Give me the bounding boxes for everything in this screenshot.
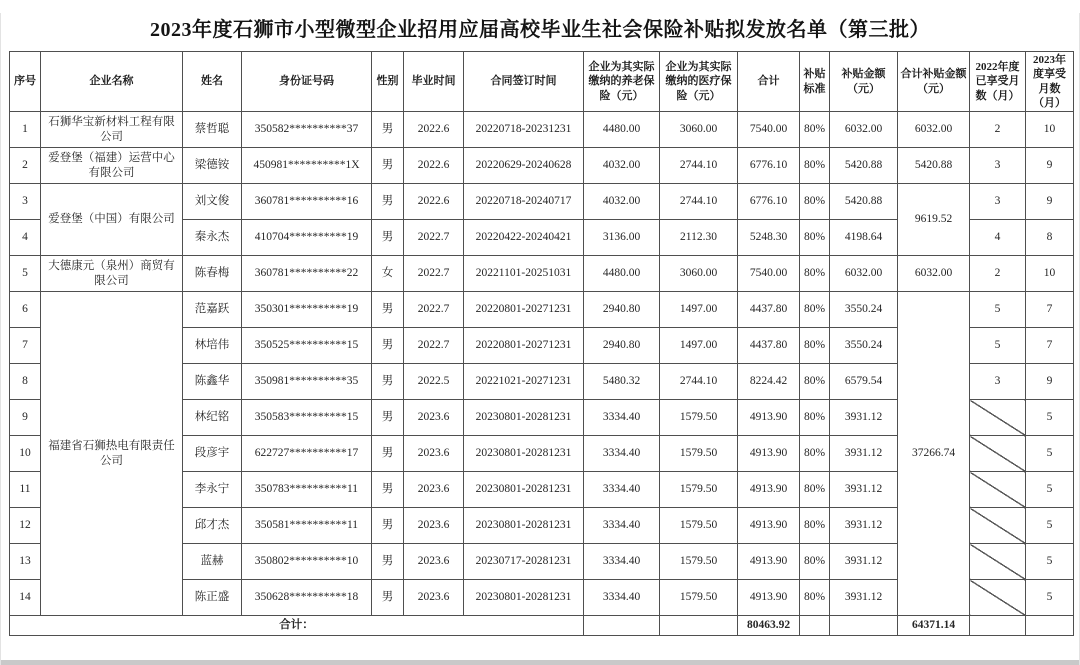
cell-rate: 80% <box>800 580 830 616</box>
cell-pension: 5480.32 <box>584 364 660 400</box>
cell-grad: 2023.6 <box>404 544 464 580</box>
cell-sex: 男 <box>372 328 404 364</box>
cell-id: 360781**********16 <box>242 184 372 220</box>
cell-contract: 20220422-20240421 <box>464 220 584 256</box>
cell-rate: 80% <box>800 544 830 580</box>
cell-m23: 5 <box>1026 472 1074 508</box>
cell-rate: 80% <box>800 364 830 400</box>
page-title: 2023年度石狮市小型微型企业招用应届高校毕业生社会保险补贴拟发放名单（第三批） <box>150 19 930 41</box>
cell-name: 李永宁 <box>183 472 242 508</box>
table-row <box>10 292 1074 328</box>
cell-name: 邱才杰 <box>183 508 242 544</box>
cell-company: 石狮华宝新材料工程有限公司 <box>41 112 183 148</box>
diagonal-slash-cell <box>970 508 1026 544</box>
cell-rate: 80% <box>800 472 830 508</box>
cell-amount: 6032.00 <box>830 112 898 148</box>
cell-pension: 3334.40 <box>584 508 660 544</box>
cell-company: 大德康元（泉州）商贸有限公司 <box>41 256 183 292</box>
cell-m23: 7 <box>1026 292 1074 328</box>
cell-grand: 6032.00 <box>898 112 970 148</box>
cell-medical: 1579.50 <box>660 400 738 436</box>
cell-total: 7540.00 <box>738 256 800 292</box>
cell-id: 350301**********19 <box>242 292 372 328</box>
cell-m23: 7 <box>1026 328 1074 364</box>
cell-grad: 2023.6 <box>404 508 464 544</box>
cell-total: 6776.10 <box>738 148 800 184</box>
cell-medical: 2112.30 <box>660 220 738 256</box>
footer-empty-amount <box>830 616 898 636</box>
cell-grad: 2022.7 <box>404 328 464 364</box>
cell-id: 350581**********11 <box>242 508 372 544</box>
cell-medical: 1579.50 <box>660 436 738 472</box>
cell-contract: 20221021-20271231 <box>464 364 584 400</box>
diagonal-slash-cell <box>970 400 1026 436</box>
cell-m22: 3 <box>970 364 1026 400</box>
cell-medical: 1497.00 <box>660 292 738 328</box>
table-body <box>10 112 1074 616</box>
cell-sex: 男 <box>372 472 404 508</box>
cell-amount: 3931.12 <box>830 472 898 508</box>
column-header-3: 身份证号码 <box>242 52 372 112</box>
column-header-6: 合同签订时间 <box>464 52 584 112</box>
cell-grad: 2022.7 <box>404 220 464 256</box>
cell-seq: 1 <box>10 112 41 148</box>
footer-empty-medical <box>660 616 738 636</box>
subsidy-table <box>9 51 1074 636</box>
column-header-8: 企业为其实际缴纳的医疗保险（元） <box>660 52 738 112</box>
column-header-14: 2023年度享受月数（月） <box>1026 52 1074 112</box>
cell-sex: 男 <box>372 580 404 616</box>
cell-name: 陈春梅 <box>183 256 242 292</box>
cell-sex: 男 <box>372 112 404 148</box>
cell-pension: 3334.40 <box>584 436 660 472</box>
cell-pension: 4480.00 <box>584 112 660 148</box>
cell-grad: 2022.7 <box>404 256 464 292</box>
cell-amount: 5420.88 <box>830 184 898 220</box>
cell-name: 陈正盛 <box>183 580 242 616</box>
cell-pension: 3136.00 <box>584 220 660 256</box>
cell-rate: 80% <box>800 220 830 256</box>
cell-m22: 2 <box>970 112 1026 148</box>
cell-m22: 2 <box>970 256 1026 292</box>
cell-m23: 9 <box>1026 364 1074 400</box>
cell-grad: 2022.7 <box>404 292 464 328</box>
cell-m22: 3 <box>970 184 1026 220</box>
cell-m23: 9 <box>1026 184 1074 220</box>
cell-total: 6776.10 <box>738 184 800 220</box>
cell-seq: 4 <box>10 220 41 256</box>
cell-rate: 80% <box>800 292 830 328</box>
cell-m23: 5 <box>1026 436 1074 472</box>
cell-medical: 2744.10 <box>660 148 738 184</box>
cell-sex: 男 <box>372 400 404 436</box>
column-header-9: 合计 <box>738 52 800 112</box>
column-header-10: 补贴标准 <box>800 52 830 112</box>
cell-id: 350583**********15 <box>242 400 372 436</box>
column-header-4: 性别 <box>372 52 404 112</box>
cell-grad: 2022.5 <box>404 364 464 400</box>
cell-seq: 5 <box>10 256 41 292</box>
cell-name: 秦永杰 <box>183 220 242 256</box>
cell-grand: 9619.52 <box>898 184 970 256</box>
cell-pension: 2940.80 <box>584 328 660 364</box>
cell-grand: 37266.74 <box>898 292 970 616</box>
cell-company: 爱登堡（福建）运营中心有限公司 <box>41 148 183 184</box>
cell-contract: 20230801-20281231 <box>464 400 584 436</box>
cell-medical: 3060.00 <box>660 256 738 292</box>
cell-seq: 11 <box>10 472 41 508</box>
footer-empty-pension <box>584 616 660 636</box>
column-header-13: 2022年度已享受月数（月） <box>970 52 1026 112</box>
cell-sex: 男 <box>372 148 404 184</box>
cell-pension: 4032.00 <box>584 148 660 184</box>
diagonal-slash-cell <box>970 580 1026 616</box>
table-row <box>10 184 1074 220</box>
cell-contract: 20230717-20281231 <box>464 544 584 580</box>
cell-seq: 7 <box>10 328 41 364</box>
footer-empty-m2022 <box>970 616 1026 636</box>
cell-contract: 20230801-20281231 <box>464 508 584 544</box>
cell-id: 350628**********18 <box>242 580 372 616</box>
cell-rate: 80% <box>800 256 830 292</box>
cell-name: 范嘉跃 <box>183 292 242 328</box>
cell-contract: 20220718-20231231 <box>464 112 584 148</box>
cell-pension: 2940.80 <box>584 292 660 328</box>
cell-grad: 2023.6 <box>404 472 464 508</box>
cell-name: 刘文俊 <box>183 184 242 220</box>
cell-grad: 2022.6 <box>404 148 464 184</box>
page-bottom-edge <box>1 660 1079 665</box>
cell-total: 8224.42 <box>738 364 800 400</box>
cell-rate: 80% <box>800 400 830 436</box>
cell-amount: 3550.24 <box>830 328 898 364</box>
cell-m22: 5 <box>970 328 1026 364</box>
cell-pension: 3334.40 <box>584 400 660 436</box>
cell-company: 福建省石狮热电有限责任公司 <box>41 292 183 616</box>
cell-m23: 9 <box>1026 148 1074 184</box>
cell-id: 622727**********17 <box>242 436 372 472</box>
diagonal-slash-cell <box>970 436 1026 472</box>
cell-total: 4913.90 <box>738 472 800 508</box>
cell-grad: 2022.6 <box>404 112 464 148</box>
cell-sex: 男 <box>372 436 404 472</box>
cell-m23: 5 <box>1026 544 1074 580</box>
cell-m23: 10 <box>1026 256 1074 292</box>
table-row <box>10 148 1074 184</box>
cell-seq: 2 <box>10 148 41 184</box>
cell-contract: 20230801-20281231 <box>464 580 584 616</box>
column-header-0: 序号 <box>10 52 41 112</box>
footer-grand-total: 64371.14 <box>898 616 970 636</box>
cell-id: 450981**********1X <box>242 148 372 184</box>
cell-pension: 4480.00 <box>584 256 660 292</box>
table-row <box>10 112 1074 148</box>
cell-amount: 3931.12 <box>830 400 898 436</box>
cell-seq: 10 <box>10 436 41 472</box>
cell-sex: 男 <box>372 544 404 580</box>
cell-total: 4437.80 <box>738 292 800 328</box>
cell-rate: 80% <box>800 508 830 544</box>
cell-total: 4437.80 <box>738 328 800 364</box>
cell-m23: 5 <box>1026 580 1074 616</box>
cell-name: 蓝赫 <box>183 544 242 580</box>
cell-name: 林纪铭 <box>183 400 242 436</box>
cell-rate: 80% <box>800 148 830 184</box>
cell-rate: 80% <box>800 112 830 148</box>
cell-amount: 6579.54 <box>830 364 898 400</box>
table-foot <box>10 616 1074 636</box>
cell-total: 4913.90 <box>738 580 800 616</box>
cell-pension: 3334.40 <box>584 472 660 508</box>
cell-sex: 男 <box>372 292 404 328</box>
cell-medical: 1579.50 <box>660 544 738 580</box>
cell-grand: 5420.88 <box>898 148 970 184</box>
cell-id: 410704**********19 <box>242 220 372 256</box>
cell-m23: 10 <box>1026 112 1074 148</box>
cell-sex: 女 <box>372 256 404 292</box>
cell-pension: 3334.40 <box>584 544 660 580</box>
cell-contract: 20220801-20271231 <box>464 292 584 328</box>
cell-name: 陈鑫华 <box>183 364 242 400</box>
table-head <box>10 52 1074 112</box>
cell-id: 350783**********11 <box>242 472 372 508</box>
footer-total: 80463.92 <box>738 616 800 636</box>
cell-seq: 6 <box>10 292 41 328</box>
cell-amount: 3931.12 <box>830 508 898 544</box>
footer-empty-rate <box>800 616 830 636</box>
cell-grad: 2023.6 <box>404 436 464 472</box>
cell-amount: 3931.12 <box>830 544 898 580</box>
cell-seq: 8 <box>10 364 41 400</box>
cell-seq: 9 <box>10 400 41 436</box>
cell-amount: 3931.12 <box>830 436 898 472</box>
cell-pension: 3334.40 <box>584 580 660 616</box>
cell-seq: 13 <box>10 544 41 580</box>
cell-m23: 5 <box>1026 508 1074 544</box>
cell-medical: 1579.50 <box>660 472 738 508</box>
cell-total: 4913.90 <box>738 508 800 544</box>
cell-rate: 80% <box>800 436 830 472</box>
cell-m22: 5 <box>970 292 1026 328</box>
cell-id: 350981**********35 <box>242 364 372 400</box>
cell-total: 4913.90 <box>738 436 800 472</box>
column-header-2: 姓名 <box>183 52 242 112</box>
column-header-11: 补贴金额（元） <box>830 52 898 112</box>
diagonal-slash-cell <box>970 472 1026 508</box>
column-header-12: 合计补贴金额（元） <box>898 52 970 112</box>
cell-amount: 3550.24 <box>830 292 898 328</box>
page-container <box>1 13 1079 636</box>
cell-total: 7540.00 <box>738 112 800 148</box>
cell-medical: 2744.10 <box>660 184 738 220</box>
cell-total: 4913.90 <box>738 544 800 580</box>
cell-id: 350525**********15 <box>242 328 372 364</box>
cell-name: 段彦宇 <box>183 436 242 472</box>
cell-seq: 3 <box>10 184 41 220</box>
cell-total: 4913.90 <box>738 400 800 436</box>
cell-contract: 20230801-20281231 <box>464 436 584 472</box>
cell-grad: 2023.6 <box>404 580 464 616</box>
cell-contract: 20220801-20271231 <box>464 328 584 364</box>
cell-sex: 男 <box>372 364 404 400</box>
cell-contract: 20221101-20251031 <box>464 256 584 292</box>
cell-grad: 2023.6 <box>404 400 464 436</box>
cell-seq: 14 <box>10 580 41 616</box>
column-header-1: 企业名称 <box>41 52 183 112</box>
cell-m22: 4 <box>970 220 1026 256</box>
cell-id: 350802**********10 <box>242 544 372 580</box>
document-page <box>0 13 1080 665</box>
cell-amount: 3931.12 <box>830 580 898 616</box>
cell-amount: 5420.88 <box>830 148 898 184</box>
cell-medical: 2744.10 <box>660 364 738 400</box>
cell-sex: 男 <box>372 220 404 256</box>
header-row <box>10 52 1074 112</box>
footer-label: 合计： <box>10 616 584 636</box>
cell-medical: 1497.00 <box>660 328 738 364</box>
cell-sex: 男 <box>372 508 404 544</box>
cell-name: 梁德铵 <box>183 148 242 184</box>
cell-name: 林培伟 <box>183 328 242 364</box>
cell-grand: 6032.00 <box>898 256 970 292</box>
footer-row <box>10 616 1074 636</box>
cell-pension: 4032.00 <box>584 184 660 220</box>
cell-total: 5248.30 <box>738 220 800 256</box>
cell-medical: 3060.00 <box>660 112 738 148</box>
cell-id: 360781**********22 <box>242 256 372 292</box>
cell-grad: 2022.6 <box>404 184 464 220</box>
column-header-7: 企业为其实际缴纳的养老保险（元） <box>584 52 660 112</box>
cell-name: 蔡哲聪 <box>183 112 242 148</box>
cell-m23: 5 <box>1026 400 1074 436</box>
cell-m23: 8 <box>1026 220 1074 256</box>
cell-rate: 80% <box>800 184 830 220</box>
cell-contract: 20220629-20240628 <box>464 148 584 184</box>
cell-medical: 1579.50 <box>660 508 738 544</box>
column-header-5: 毕业时间 <box>404 52 464 112</box>
cell-amount: 6032.00 <box>830 256 898 292</box>
cell-sex: 男 <box>372 184 404 220</box>
cell-seq: 12 <box>10 508 41 544</box>
cell-id: 350582**********37 <box>242 112 372 148</box>
cell-medical: 1579.50 <box>660 580 738 616</box>
diagonal-slash-cell <box>970 544 1026 580</box>
table-row <box>10 256 1074 292</box>
cell-contract: 20220718-20240717 <box>464 184 584 220</box>
cell-rate: 80% <box>800 328 830 364</box>
cell-contract: 20230801-20281231 <box>464 472 584 508</box>
cell-amount: 4198.64 <box>830 220 898 256</box>
cell-m22: 3 <box>970 148 1026 184</box>
cell-company: 爱登堡（中国）有限公司 <box>41 184 183 256</box>
footer-empty-m2023 <box>1026 616 1074 636</box>
